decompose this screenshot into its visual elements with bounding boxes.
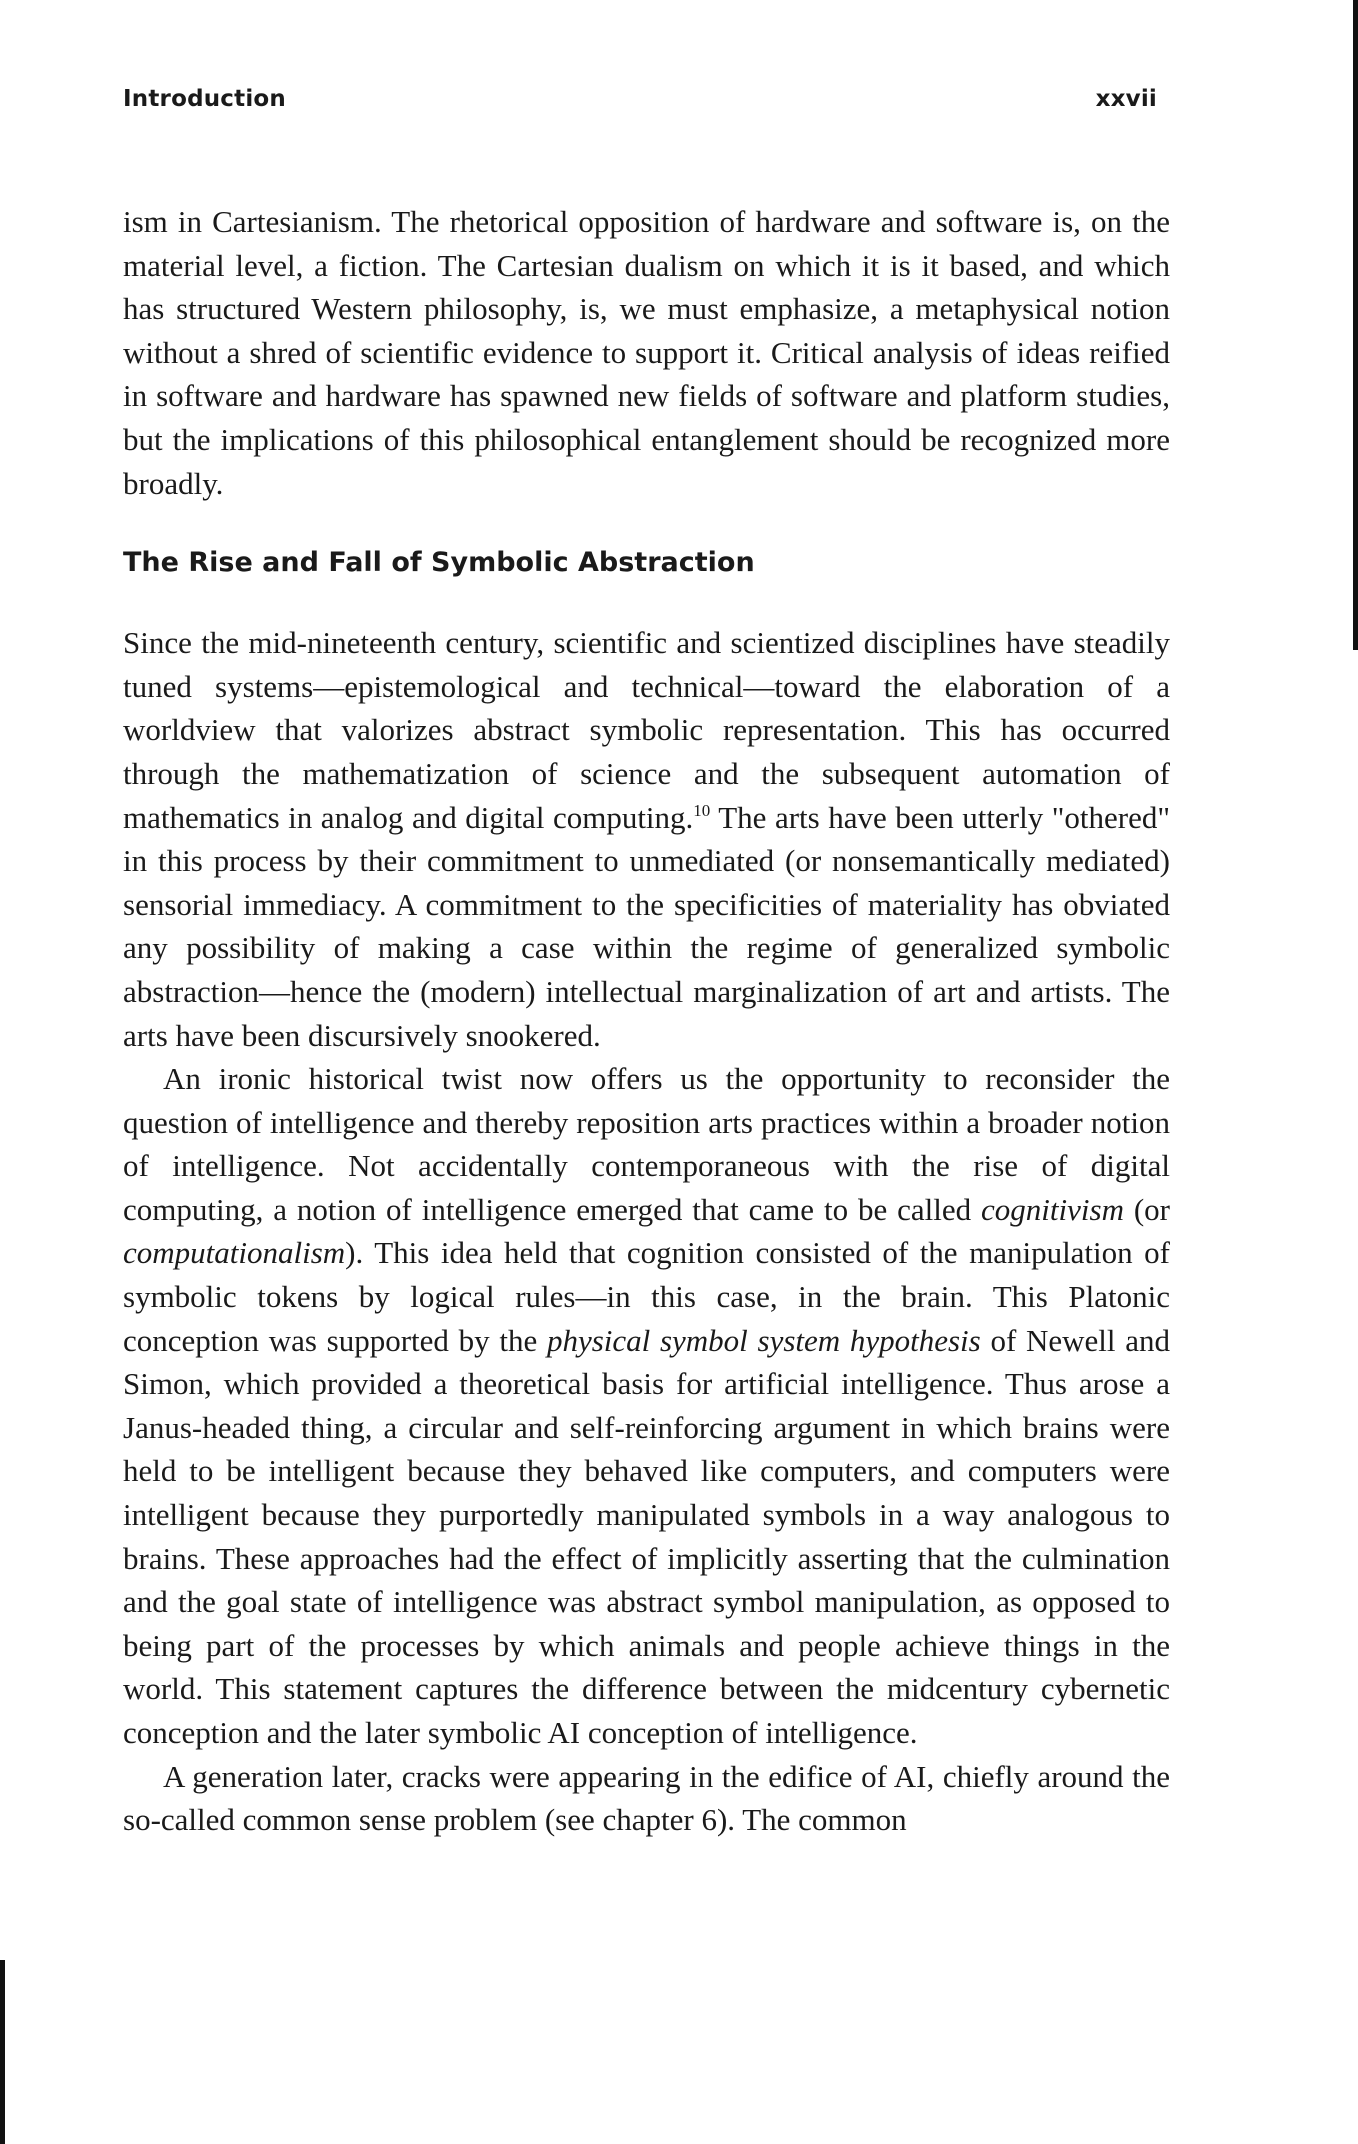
body-text (123, 200, 1170, 1842)
paragraph-2-text-b: The arts have been utterly "othered" in this process by their commitment to unmediated (or nonsemantically mediated) sensorial immediacy. A commitment to the specificities of materiality has obviated any possibility of making a case within the regime of generalized symbolic abstraction—hence the (modern) intellectual marginalization of art and artists. The arts have been discursively snookered. (123, 799, 1170, 1053)
paragraph-3-text-d: of Newell and Simon, which provided a theoretical basis for artificial intelligence. Thus arose a Janus-headed thing, a circular and self-reinforcing argument in which brains were held to be intelligent because they behaved like computers, and computers were intelligent because they purportedly manipulated symbols in a way analogous to brains. These approaches had the effect of implicitly asserting that the culmination and the goal state of intelligence was abstract symbol manipulation, as opposed to being part of the processes by which animals and people achieve things in the world. This statement captures the difference between the midcentury cybernetic conception and the later symbolic AI conception of intelligence. (123, 1322, 1170, 1750)
scan-edge-marks (0, 1960, 5, 2144)
footnote-marker: 10 (693, 800, 711, 820)
italic-term-physical-symbol-system: physical symbol system hypothesis (546, 1322, 981, 1358)
paragraph-3 (123, 1057, 1170, 1755)
paragraph-3-text-a: An ironic historical twist now offers us the opportunity to reconsider the question of intelligence and thereby reposition arts practices within a broader notion of intelligence. Not accidentally contemporaneous with the rise of digital computing, a notion of intelligence emerged that came to be called (123, 1061, 1170, 1227)
page-number: xxvii (1095, 86, 1157, 112)
paragraph-1: ism in Cartesianism. The rhetorical opposition of hardware and software is, on the material level, a fiction. The Cartesian dualism on which it is it based, and which has structured Western philosophy, is, we must emphasize, a metaphysical notion without a shred of scientific evidence to support it. Critical analysis of ideas reified in software and hardware has spawned new fields of software and platform studies, but the implications of this philosophical entanglement should be recognized more broadly. (123, 204, 1170, 501)
paragraph-4: A generation later, cracks were appearing in the edifice of AI, chiefly around the so-called common sense problem (see chapter 6). The common (123, 1758, 1170, 1838)
scan-edge-rule (1353, 0, 1358, 650)
paragraph-3-text-c: ). This idea held that cognition consisted of the manipulation of symbolic tokens by logical rules—in this case, in the brain. This Platonic conception was supported by the (123, 1235, 1170, 1358)
italic-term-cognitivism: cognitivism (981, 1191, 1124, 1227)
paragraph-3-text-b: (or (1123, 1191, 1170, 1227)
italic-term-computationalism: computationalism (123, 1235, 346, 1271)
running-header (123, 86, 1157, 112)
paragraph-2-text-a: Since the mid-nineteenth century, scientific and scientized disciplines have steadily tuned systems—epistemological and technical—toward the elaboration of a worldview that valorizes abstract symbolic representation. This has occurred through the mathematization of science and the subsequent automation of mathematics in analog and digital computing. (123, 625, 1170, 835)
running-header-title: Introduction (123, 86, 286, 112)
section-heading: The Rise and Fall of Symbolic Abstraction (123, 547, 755, 579)
paragraph-2 (123, 621, 1170, 1057)
